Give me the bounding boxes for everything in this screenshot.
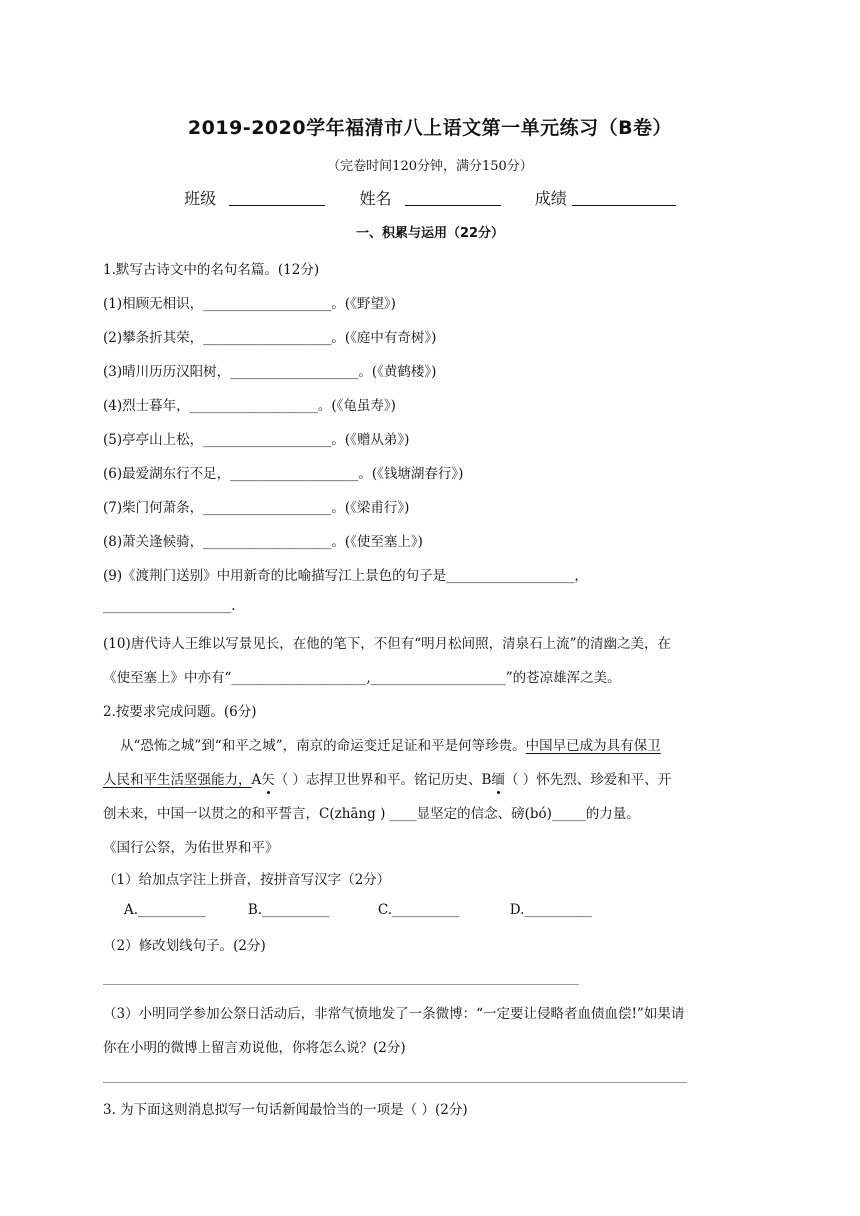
score-blank: [572, 189, 676, 206]
question-3-title: 3. 为下面这则消息拟写一句话新闻最恰当的一项是（ ）(2分): [103, 1102, 468, 1118]
q2-sub-1: （1）给加点字注上拼音，按拼音写汉字（2分）: [103, 872, 391, 888]
q1-item-10: (10)唐代诗人王维以写景见长，在他的笔下，不但有“明月松间照，清泉石上流”的清幽之美，在: [103, 636, 672, 652]
passage-line-2: [103, 768, 671, 788]
score-label: 成绩: [534, 189, 567, 208]
q1-item-10-cont: 《使至塞上》中亦有“____________________,____________________”的苍凉雄浑之美。: [103, 670, 621, 686]
underlined-sentence-cont: 人民和平生活坚强能力，: [103, 772, 252, 788]
q1-item-9: (9)《渡荆门送别》中用新奇的比喻描写江上景色的句子是___________________，: [103, 568, 588, 584]
class-blank: [229, 189, 325, 206]
dotted-char-b: 缅: [491, 772, 505, 788]
q1-item: (5)亭亭山上松，___________________。(《赠从弟》): [103, 432, 410, 448]
passage-line-1: [120, 734, 661, 754]
q1-item: (3)晴川历历汉阳树，___________________。(《黄鹤楼》): [103, 364, 437, 380]
passage-line-3: 创未来，中国一以贯之的和平誓言，C(zhāng ) ____显坚定的信念、磅(bó)_____的力量。: [103, 806, 640, 822]
answer-a: A.__________: [124, 902, 206, 918]
passage-text: （ ）志捍卫世界和平。铭记历史、B: [274, 772, 492, 788]
answer-d: D.__________: [509, 902, 592, 918]
page-title: 2019-2020学年福清市八上语文第一单元练习（B卷）: [187, 117, 673, 139]
q2-sub-2: （2）修改划线句子。(2分): [103, 938, 266, 954]
answer-b: B.__________: [247, 902, 330, 918]
name-label: 姓名: [359, 189, 392, 208]
page-subtitle: （完卷时间120分钟，满分150分）: [327, 159, 533, 174]
underlined-sentence: 中国早已成为具有保卫: [525, 738, 661, 754]
dotted-char-a: 矢: [261, 772, 275, 788]
passage-source: 《国行公祭，为佑世界和平》: [103, 840, 279, 856]
student-info-row: [0, 186, 860, 209]
answer-row: [124, 902, 592, 918]
answer-line: [103, 984, 579, 985]
q1-item: (6)最爱湖东行不足，___________________。(《钱塘湖春行》): [103, 466, 464, 482]
q2-sub-3-cont: 你在小明的微博上留言劝说他，你将怎么说？(2分): [103, 1040, 406, 1056]
q1-item: (2)攀条折其荣，___________________。(《庭中有奇树》): [103, 330, 437, 346]
q1-item: (8)萧关逢候骑，___________________。(《使至塞上》): [103, 534, 423, 550]
question-2-title: 2.按要求完成问题。(6分): [103, 704, 257, 720]
q1-item-9-cont: ___________________.: [103, 598, 236, 614]
label-a: A: [251, 772, 262, 788]
passage-text: （ ）怀先烈、珍爱和平、开: [504, 772, 672, 788]
name-blank: [405, 189, 501, 206]
answer-c: C.__________: [377, 902, 460, 918]
q1-item: (4)烈士暮年，___________________。(《龟虽寿》): [103, 398, 396, 414]
section-heading: 一、积累与运用（22分）: [355, 226, 505, 241]
question-1-title: 1.默写古诗文中的名句名篇。(12分): [103, 262, 320, 278]
class-label: 班级: [184, 189, 217, 208]
q1-item: (1)相顾无相识，___________________。(《野望》): [103, 296, 396, 312]
passage-text: 从“恐怖之城”到“和平之城”，南京的命运变迁足证和平是何等珍贵。: [120, 738, 526, 754]
q2-sub-3: （3）小明同学参加公祭日活动后，非常气愤地发了一条微博：“一定要让侵略者血债血偿!”如果请: [103, 1006, 685, 1022]
q1-item: (7)柴门何萧条，___________________。(《梁甫行》): [103, 500, 410, 516]
answer-line: [103, 1082, 687, 1083]
